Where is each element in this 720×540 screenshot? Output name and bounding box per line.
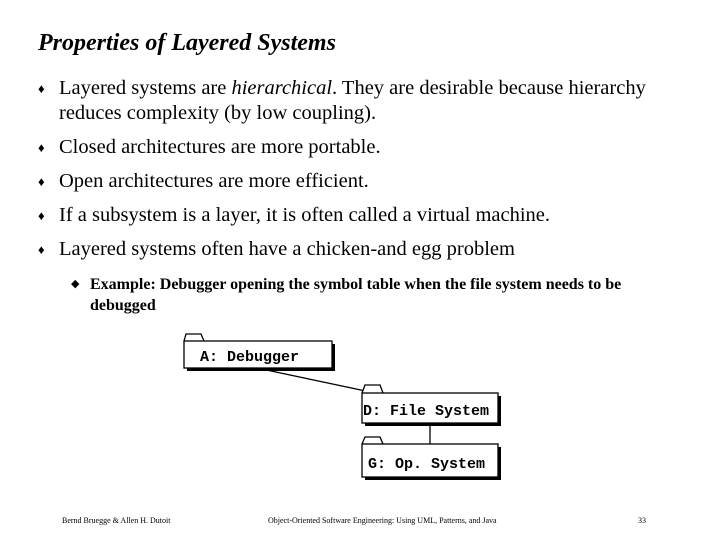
bullet-text: . They are desirable because hierarchy reduces complexity (by low coupling).: [59, 77, 646, 124]
package-label-file-system: D: File System: [363, 403, 490, 420]
bullet-marker-icon: ♦: [38, 242, 45, 257]
package-file-system: [362, 385, 501, 426]
package-shadow-bottom-debugger: [187, 368, 335, 371]
package-op-system: [362, 437, 501, 480]
package-tab-debugger: [184, 334, 204, 341]
bullet-text: Layered systems often have a chicken-and egg problem: [59, 238, 515, 260]
dependency-line-debugger-filesystem: [257, 368, 375, 393]
package-shadow-file-system: [498, 396, 501, 426]
bullet-text: hierarchical: [231, 77, 333, 99]
bullet-text: Layered systems are: [59, 77, 232, 99]
package-shadow-debugger: [332, 344, 335, 371]
package-shadow-bottom-file-system: [365, 423, 501, 426]
package-debugger: [184, 334, 335, 371]
bullet-marker-icon: ♦: [38, 174, 45, 189]
footer-page-number: 33: [638, 516, 646, 525]
bullet-text: Closed architectures are more portable.: [59, 136, 381, 158]
bullet-marker-icon: ♦: [38, 208, 45, 223]
package-tab-op-system: [362, 437, 383, 444]
bullet-text: If a subsystem is a layer, it is often called a virtual machine.: [59, 204, 551, 226]
footer-authors: Bernd Bruegge & Allen H. Dutoit: [62, 516, 171, 525]
package-shadow-op-system: [498, 447, 501, 480]
package-label-debugger: A: Debugger: [200, 349, 300, 366]
package-tab-file-system: [362, 385, 383, 393]
footer-book-title: Object-Oriented Software Engineering: Using UML, Patterns, and Java: [268, 516, 497, 525]
bullet-marker-icon: ♦: [38, 140, 45, 155]
package-shadow-bottom-op-system: [365, 477, 501, 480]
sub-bullet-marker-icon: ◆: [71, 278, 80, 290]
package-label-op-system: G: Op. System: [368, 456, 486, 473]
bullet-text: Open architectures are more efficient.: [59, 170, 369, 192]
sub-bullet-text: Example: Debugger opening the symbol table when the file system needs to be debugged: [90, 276, 622, 314]
bullet-marker-icon: ♦: [38, 81, 45, 96]
slide-title: Properties of Layered Systems: [38, 30, 336, 56]
